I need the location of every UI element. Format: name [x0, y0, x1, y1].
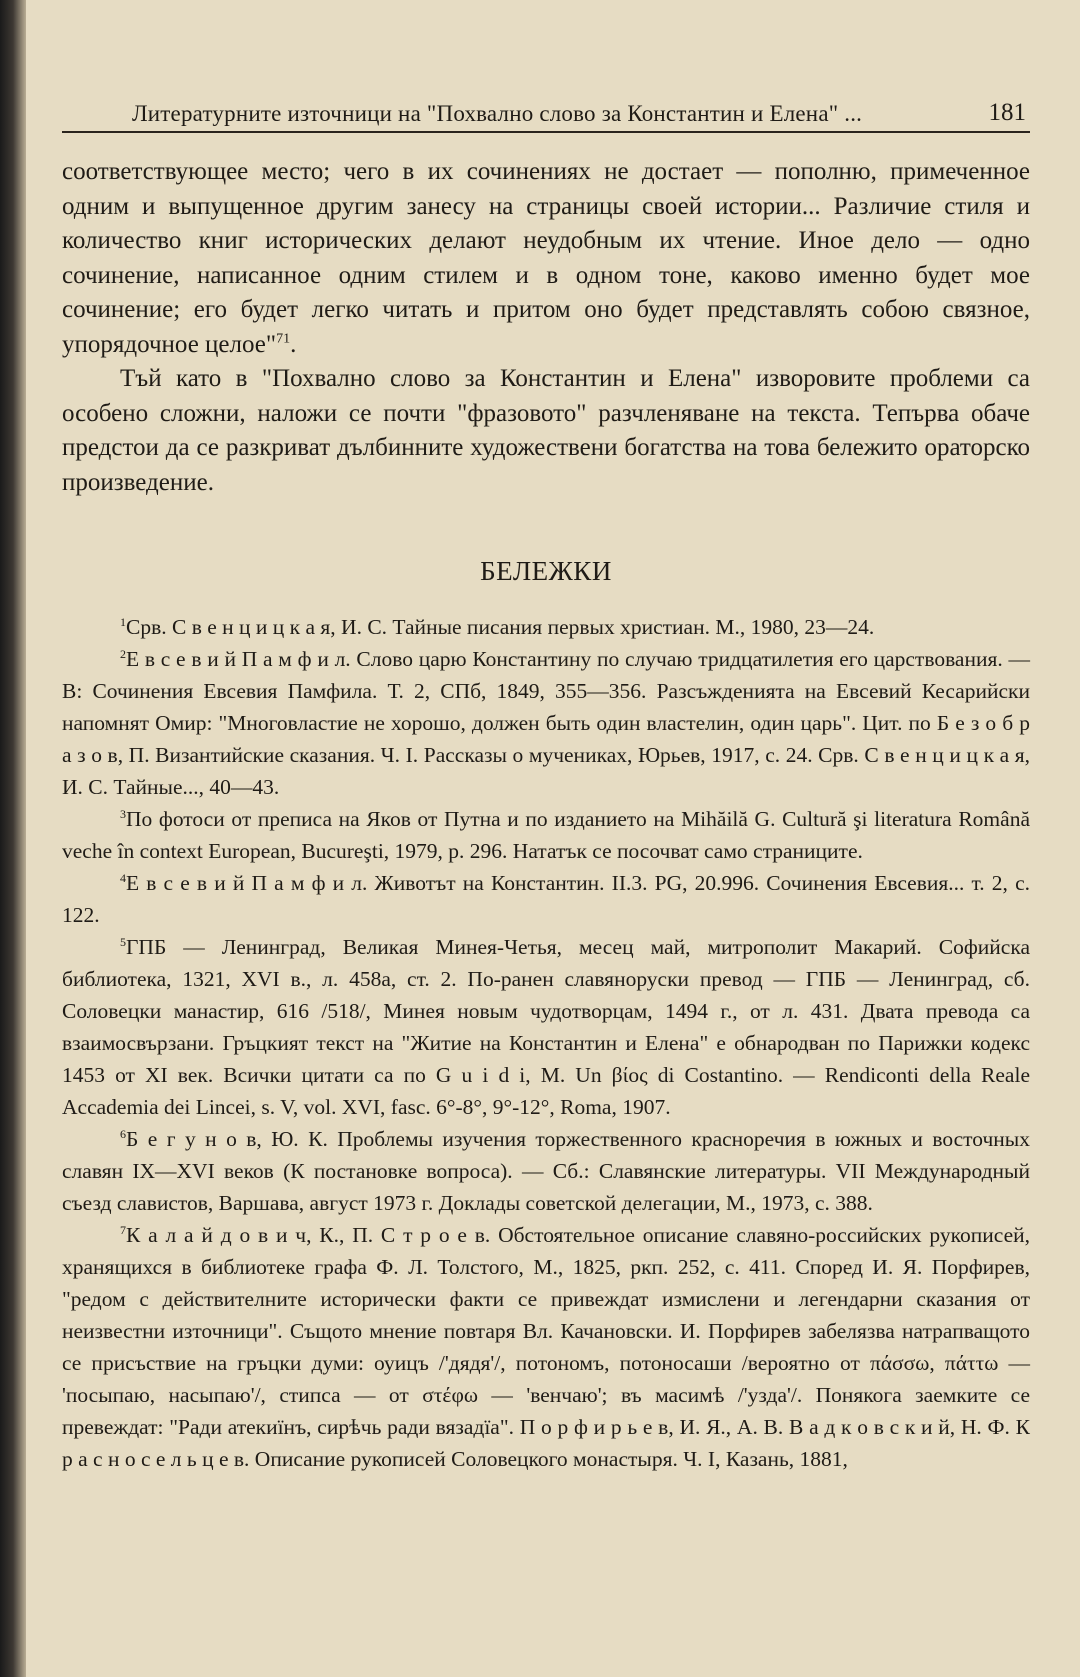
note-6 — [62, 1123, 1030, 1219]
note-4 — [62, 867, 1030, 931]
paragraph-1-end: . — [290, 330, 297, 358]
note-text: По фотоси от преписа на Яков от Путна и по изданието на Mihăilă G. Cultură şi literatura Română veche în context European, Bucureşti, 1979, p. 296. Нататък се посочват само страниците. — [62, 807, 1030, 863]
note-5 — [62, 931, 1030, 1123]
notes-list — [62, 611, 1030, 1475]
note-1 — [62, 611, 1030, 643]
book-page — [62, 85, 1030, 1475]
footnote-ref-71: 71 — [276, 331, 291, 347]
running-head — [62, 85, 1030, 133]
running-head-title: Литературните източници на "Похвално слово за Константин и Елена" ... — [132, 101, 863, 126]
paragraph-2: Тъй като в "Похвално слово за Константин и Елена" изворовите проблеми са особено сложни, наложи се почти "фразовото" разчленяване на текста. Тепърва обаче предстои да се разкриват дълбинните художествени богатства на това бележито ораторско произведение. — [62, 365, 1030, 496]
page-number: 181 — [988, 99, 1026, 126]
note-number: 7 — [120, 1222, 126, 1237]
note-number: 2 — [120, 646, 126, 661]
note-text: Е в с е в и й П а м ф и л. Животът на Константин. II.3. PG, 20.996. Сочинения Евсевия... т. 2, с. 122. — [62, 871, 1030, 927]
note-text: ГПБ — Ленинград, Великая Минея-Четья, месец май, митрополит Макарий. Софийска библиотека, 1321, XVI в., л. 458а, ст. 2. По-ранен славяноруски превод — ГПБ — Ленинград, сб. Соловецки манастир, 616 /518/, Минея новым чудотворцам, 1494 г., от л. 431. Двата превода са взаимосвързани. Гръцкият текст на "Житие на Константин и Елена" е обнародван по Парижки кодекс 1453 от XI век. Всички цитати са по G u i d i, M. Un βίος di Costantino. — Rendiconti della Reale Accademia dei Lincei, s. V, vol. XVI, fasc. 6°-8°, 9°-12°, Roma, 1907. — [62, 935, 1030, 1119]
note-text: Б е г у н о в, Ю. К. Проблемы изучения торжественного красноречия в южных и восточных славян IX—XVI веков (К постановке вопроса). — Сб.: Славянские литературы. VII Международный съезд славистов, Варшава, август 1973 г. Доклады советской делегации, М., 1973, с. 388. — [62, 1127, 1030, 1215]
note-text: К а л а й д о в и ч, К., П. С т р о е в. Обстоятельное описание славяно-российских рукописей, хранящихся в библиотеке графа Ф. Л. Толстого, М., 1825, ркп. 252, с. 411. Според И. Я. Порфирев, "редом с действителните исторически факти се привеждат измислени и легендарни сказания от неизвестни източници". Същото мнение повтаря Вл. Качановски. И. Порфирев забелязва натрапващото се присъствие на гръцки думи: оуицъ /'дядя'/, потономъ, потоносаши /вероятно от πάσσω, πάττω — 'посыпаю, насыпаю'/, стипса — от στέφω — 'венчаю'; въ масимѣ /'узда'/. Понякога заемките се превеждат: "Ради атекиїнъ, сирѣчь ради вязадїа". П о р ф и р ь е в, И. Я., А. В. В а д к о в с к и й, Н. Ф. К р а с н о с е л ь ц е в. Описание рукописей Соловецкого монастыря. Ч. I, Казань, 1881, — [62, 1223, 1030, 1471]
note-7 — [62, 1219, 1030, 1475]
note-text: Е в с е в и й П а м ф и л. Слово царю Константину по случаю тридцатилетия его царствования. — В: Сочинения Евсевия Памфила. Т. 2, СПб, 1849, 355—356. Разсъжденията на Евсевий Кесарийски напомнят Омир: "Многовластие не хорошо, должен быть один властелин, один царь". Цит. по Б е з о б р а з о в, П. Византийские сказания. Ч. I. Рассказы о мучениках, Юрьев, 1917, с. 24. Срв. С в е н ц и ц к а я, И. С. Тайные..., 40—43. — [62, 647, 1030, 799]
note-number: 4 — [120, 870, 126, 885]
notes-heading: БЕЛЕЖКИ — [480, 556, 612, 586]
note-number: 5 — [120, 934, 126, 949]
paragraph-1-text: соответствующее место; чего в их сочинениях не достает — пополню, примеченное одним и выпущенное другим занесу на страницы своей истории... Различие стиля и количество книг исторических делают неудобным их чтение. Иное дело — одно сочинение, написанное одним стилем и в одном тоне, каково именно будет мое сочинение; его будет легко читать и притом оно будет представлять собою связное, упорядочное целое" — [62, 158, 1030, 358]
note-3 — [62, 803, 1030, 867]
paragraph-1 — [62, 155, 1030, 362]
note-number: 1 — [120, 614, 126, 629]
note-number: 3 — [120, 806, 126, 821]
note-text: Срв. С в е н ц и ц к а я, И. С. Тайные писания первых христиан. М., 1980, 23—24. — [126, 615, 875, 639]
note-2 — [62, 643, 1030, 803]
note-number: 6 — [120, 1126, 126, 1141]
binding-shadow — [0, 0, 26, 1677]
body-text — [62, 155, 1030, 500]
